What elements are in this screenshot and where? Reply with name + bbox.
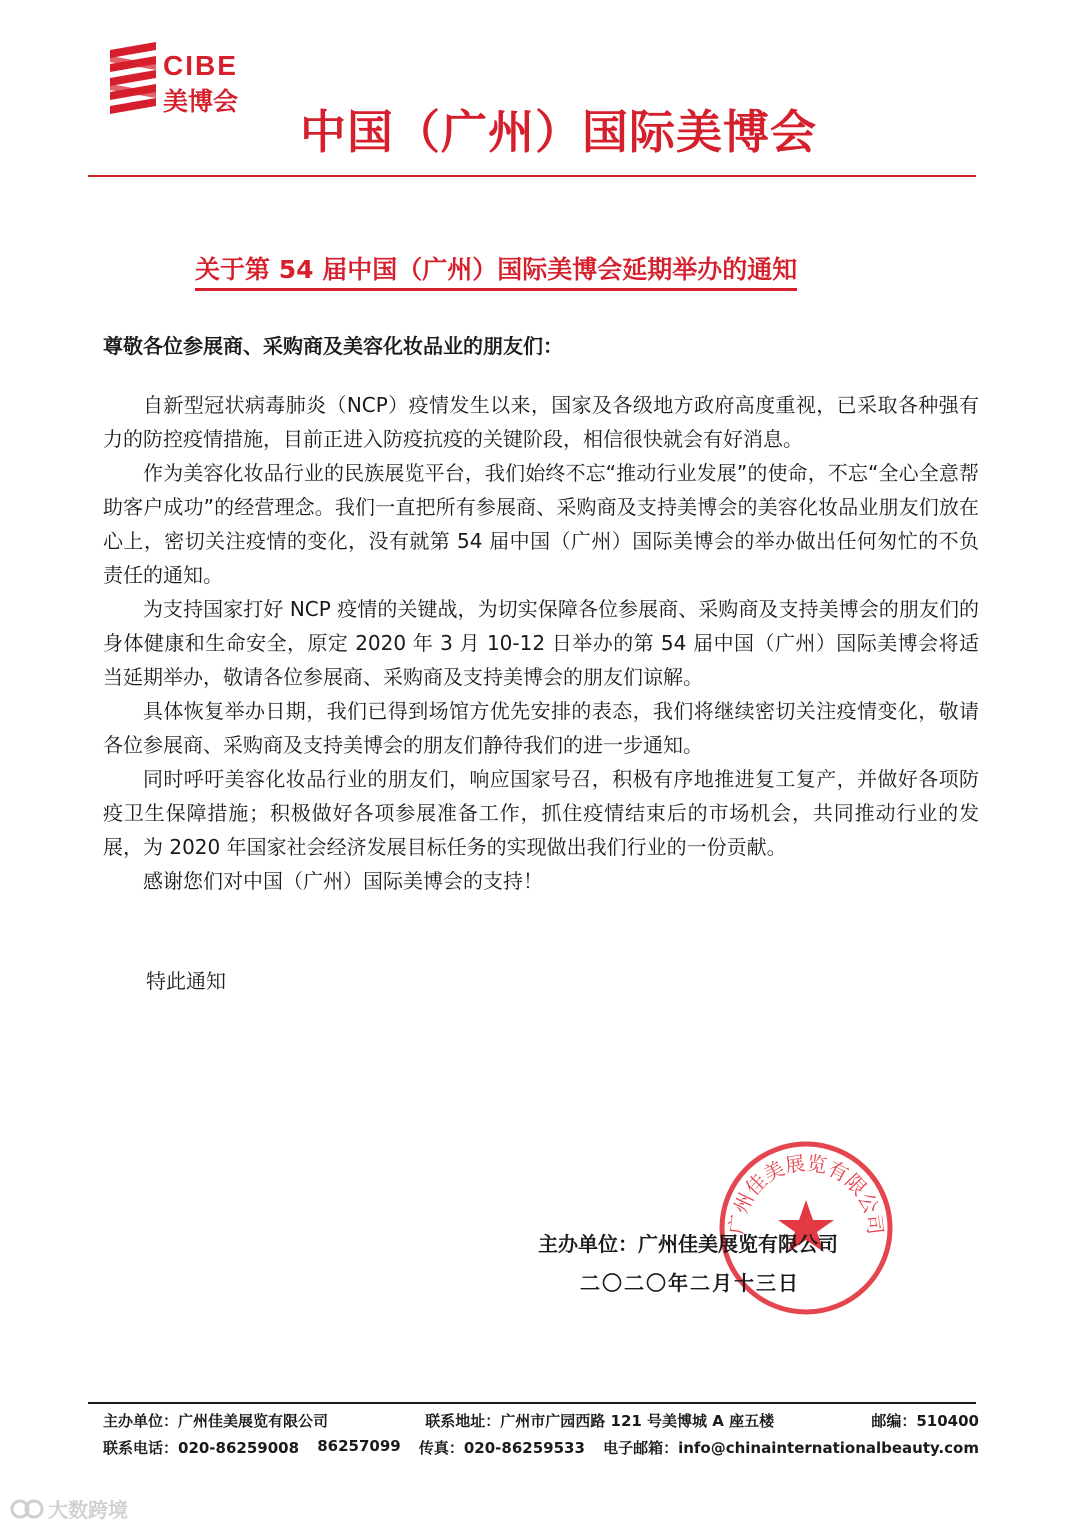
footer-address: 联系地址：广州市广园西路 121 号美博城 A 座五楼: [425, 1412, 775, 1430]
footer-line-1: [103, 1410, 979, 1431]
footer-phone-2: 86257099: [317, 1437, 401, 1455]
paragraph-2: 作为美容化妆品行业的民族展览平台，我们始终不忘“推动行业发展”的使命，不忘“全心全意帮助客户成功”的经营理念。我们一直把所有参展商、采购商及支持美博会的美容化妆品业朋友们放在心上，密切关注疫情的变化，没有就第 54 届中国（广州）国际美博会的举办做出任何匆忙的不负责任的通知。: [103, 461, 979, 587]
signature-organizer: 主办单位：广州佳美展览有限公司: [538, 1232, 838, 1256]
footer-email: 电子邮箱：info@chinainternationalbeauty.com: [603, 1439, 979, 1457]
notice-title: 关于第 54 届中国（广州）国际美博会延期举办的通知: [195, 250, 797, 291]
salutation: 尊敬各位参展商、采购商及美容化妆品业的朋友们：: [103, 334, 563, 358]
paragraph-4: 具体恢复举办日期，我们已得到场馆方优先安排的表态，我们将继续密切关注疫情变化，敬请各位参展商、采购商及支持美博会的朋友们静待我们的进一步通知。: [103, 699, 979, 757]
signature-date: 二〇二〇年二月十三日: [580, 1271, 800, 1295]
header-divider: [88, 175, 976, 177]
paragraph-1: 自新型冠状病毒肺炎（NCP）疫情发生以来，国家及各级地方政府高度重视，已采取各种强有力的防控疫情措施，目前正进入防疫抗疫的关键阶段，相信很快就会有好消息。: [103, 393, 979, 451]
paragraph-3: 为支持国家打好 NCP 疫情的关键战，为切实保障各位参展商、采购商及支持美博会的朋友们的身体健康和生命安全，原定 2020 年 3 月 10-12 日举办的第 54 届中国（广州）国际美博会将适当延期举办，敬请各位参展商、采购商及支持美博会的朋友们谅解。: [103, 597, 979, 689]
footer-organizer: 主办单位：广州佳美展览有限公司: [103, 1412, 329, 1430]
notice-body: [103, 388, 979, 898]
footer-line-2: [103, 1437, 979, 1458]
logo-text-en: CIBE: [163, 50, 238, 81]
seal-text: 广州佳美展览有限公司: [724, 1150, 888, 1236]
footer-divider: [88, 1402, 976, 1404]
paragraph-6: 感谢您们对中国（广州）国际美博会的支持！: [143, 869, 543, 893]
footer-phone: 联系电话：020-86259008: [103, 1439, 300, 1457]
footer-fax: 传真：020-86259533: [418, 1439, 585, 1457]
footer-postcode: 邮编：510400: [871, 1412, 979, 1430]
paragraph-5: 同时呼吁美容化妆品行业的朋友们，响应国家号召，积极有序地推进复工复产，并做好各项防疫卫生保障措施；积极做好各项参展准备工作，抓住疫情结束后的市场机会，共同推动行业的发展，为 2020 年国家社会经济发展目标任务的实现做出我们行业的一份贡献。: [103, 767, 979, 859]
watermark-text: 大数跨境: [48, 1498, 128, 1522]
closing-text: 特此通知: [146, 969, 226, 993]
logo-text-cn: 美博会: [163, 87, 239, 116]
page-title: 中国（广州）国际美博会: [300, 105, 817, 159]
watermark-logo-icon: [10, 1498, 44, 1520]
watermark: [10, 1494, 128, 1523]
